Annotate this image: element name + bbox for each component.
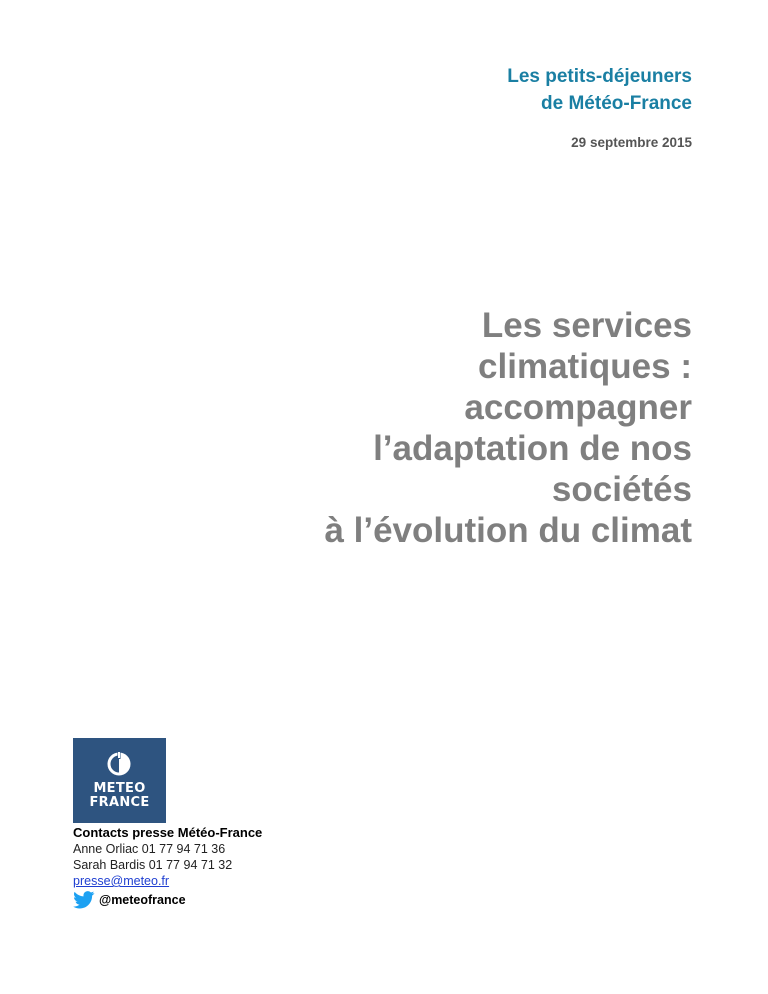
logo-line-1: METEO — [93, 781, 146, 796]
document-title — [172, 305, 692, 551]
title-line-2: climatiques : — [478, 347, 692, 386]
title-line-1: Les services — [481, 306, 692, 345]
press-email-link[interactable]: presse@meteo.fr — [73, 874, 170, 888]
press-contacts — [73, 825, 262, 909]
contact-person-2: Sarah Bardis 01 77 94 71 32 — [73, 858, 233, 872]
twitter-bird-icon — [73, 891, 95, 909]
series-title-line-1: Les petits-déjeuners — [507, 66, 692, 87]
title-line-5: sociétés — [551, 470, 692, 509]
meteo-france-logo — [73, 738, 166, 823]
title-line-4: l’adaptation de nos — [373, 429, 692, 468]
twitter-handle[interactable]: @meteofrance — [99, 893, 186, 907]
event-date: 29 septembre 2015 — [571, 135, 692, 150]
meteo-france-emblem-icon — [106, 751, 132, 777]
logo-line-2: FRANCE — [89, 795, 150, 810]
header-block — [292, 63, 692, 150]
contact-person-1: Anne Orliac 01 77 94 71 36 — [73, 842, 226, 856]
series-title-line-2: de Météo-France — [541, 93, 692, 114]
title-line-3: accompagner — [464, 388, 692, 427]
twitter-row[interactable] — [73, 891, 262, 909]
logo-text — [73, 782, 166, 810]
title-line-6: à l’évolution du climat — [324, 511, 692, 550]
contacts-title: Contacts presse Météo-France — [73, 825, 263, 840]
